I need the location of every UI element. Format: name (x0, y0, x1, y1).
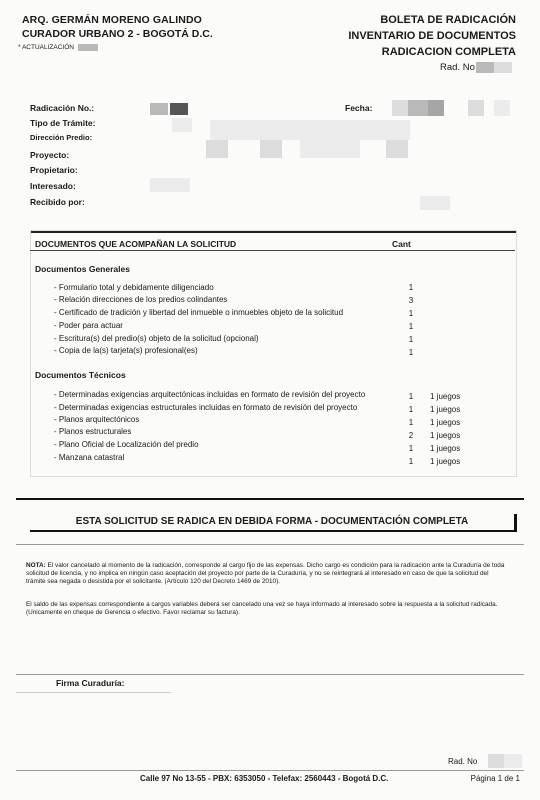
tecnico-item-qty: 1 (408, 418, 414, 427)
status-banner (30, 514, 517, 532)
redacted-rad-no-top-2 (494, 62, 512, 73)
curator-name: ARQ. GERMÁN MORENO GALINDO (22, 14, 202, 26)
redacted-proyecto-4 (386, 140, 408, 158)
redacted-fecha-5 (494, 100, 510, 116)
field-fecha-label: Fecha: (345, 103, 373, 113)
firma-curaduria-label: Firma Curaduría: (56, 678, 125, 688)
doc-title-radicacion: RADICACION COMPLETA (381, 46, 516, 58)
nota-lead: NOTA: (26, 562, 46, 569)
curator-office: CURADOR URBANO 2 - BOGOTÁ D.C. (22, 28, 213, 40)
tecnico-item-label: - Plano Oficial de Localización del predio (54, 440, 199, 449)
general-item-label: - Formulario total y debidamente diligenciado (54, 283, 214, 292)
field-direccion-label: Dirección Predio: (30, 133, 93, 142)
rad-no-label-top: Rad. No (440, 62, 475, 73)
tecnico-item-label: - Manzana catastral (54, 453, 125, 462)
redacted-fecha-2 (408, 100, 428, 116)
general-item-qty: 1 (408, 348, 414, 357)
nota-paragraph-1 (26, 562, 508, 587)
tecnico-item-unit: 1 juegos (430, 457, 461, 466)
general-item-label: - Copia de la(s) tarjeta(s) profesional(es) (54, 346, 198, 355)
section-documentos-tecnicos: Documentos Técnicos (35, 370, 126, 380)
redacted-proyecto-1 (206, 140, 228, 158)
section-documentos-generales: Documentos Generales (35, 264, 130, 274)
tecnico-item-qty: 1 (408, 392, 414, 401)
doc-title-inventario: INVENTARIO DE DOCUMENTOS (348, 30, 516, 42)
general-item-qty: 1 (408, 309, 414, 318)
footer-divider (16, 770, 524, 771)
redacted-radicacion-1 (150, 103, 168, 115)
general-item-label: - Relación direcciones de los predios colindantes (54, 295, 228, 304)
redacted-direccion (210, 120, 410, 140)
redacted-rad-no-top (476, 62, 494, 73)
signature-line (16, 692, 171, 693)
redacted-update-date (78, 44, 98, 51)
tecnico-item-qty: 2 (408, 431, 414, 440)
section-divider (16, 544, 524, 545)
general-item-qty: 1 (408, 335, 414, 344)
rad-no-label-bottom: Rad. No (448, 757, 478, 766)
status-banner-text: ESTA SOLICITUD SE RADICA EN DEBIDA FORMA - DOCUMENTACIÓN COMPLETA (75, 516, 469, 527)
tecnico-item-unit: 1 juegos (430, 431, 461, 440)
general-item-qty: 1 (408, 283, 414, 292)
tecnico-item-label: - Planos estructurales (54, 427, 132, 436)
field-interesado-label: Interesado: (30, 181, 76, 191)
redacted-proyecto-3 (300, 140, 360, 158)
documents-table-title: DOCUMENTOS QUE ACOMPAÑAN LA SOLICITUD (35, 239, 237, 249)
documents-cant-header: Cant (392, 239, 411, 249)
general-item-label: - Escritura(s) del predio(s) objeto de la solicitud (opcional) (54, 334, 259, 343)
tecnico-item-unit: 1 juegos (430, 405, 461, 414)
general-item-qty: 1 (408, 322, 414, 331)
redacted-radicacion-2 (170, 103, 188, 115)
field-recibido-label: Recibido por: (30, 197, 85, 207)
general-item-label: - Certificado de tradición y libertad del inmueble o inmuebles objeto de la solicitud (54, 308, 344, 317)
field-propietario-label: Propietario: (30, 165, 78, 175)
tecnico-item-unit: 1 juegos (430, 444, 461, 453)
footer-address: Calle 97 No 13-55 - PBX: 6353050 - Telefax: 2560443 - Bogotá D.C. (140, 774, 389, 783)
section-divider (16, 498, 524, 500)
nota-text-1: El valor cancelado al momento de la radicación, corresponde al cargo fijo de las expensas. Dicho cargo es condición para la radicación ante la Curaduría de toda solicitud de licencia, y no implica en ningún caso aceptación del proyecto por parte de la Curaduría, y no se reintegrará al interesado en caso de que la solicitud del trámite sea negada o desistida por el solicitante. (Artículo 120 del Decreto 1469 de 2010). (26, 562, 505, 586)
tecnico-item-qty: 1 (408, 457, 414, 466)
tecnico-item-label: - Planos arquitectónicos (54, 415, 140, 424)
tecnico-item-qty: 1 (408, 444, 414, 453)
tecnico-item-unit: 1 juegos (430, 392, 461, 401)
redacted-fecha-1 (392, 100, 408, 116)
redacted-recibido (420, 196, 450, 210)
field-proyecto-label: Proyecto: (30, 150, 70, 160)
redacted-rad-no-bottom-2 (504, 754, 522, 768)
update-label: * ACTUALIZACIÓN (18, 44, 74, 51)
redacted-interesado (150, 178, 190, 192)
field-radicacion-label: Radicación No.: (30, 103, 95, 113)
doc-title-boleta: BOLETA DE RADICACIÓN (380, 14, 516, 26)
tecnico-item-unit: 1 juegos (430, 418, 461, 427)
redacted-rad-no-bottom (488, 754, 504, 768)
tecnico-item-qty: 1 (408, 405, 414, 414)
section-divider (16, 674, 524, 675)
redacted-fecha-3 (428, 100, 444, 116)
general-item-label: - Poder para actuar (54, 321, 123, 330)
tecnico-item-label: - Determinadas exigencias estructurales incluidas en formato de revisión del proyecto (54, 403, 358, 412)
tecnico-item-label: - Determinadas exigencias arquitectónicas incluidas en formato de revisión del proyecto (54, 390, 366, 399)
redacted-proyecto-2 (260, 140, 282, 158)
general-item-qty: 3 (408, 296, 414, 305)
page-number: Página 1 de 1 (470, 774, 520, 783)
redacted-fecha-4 (468, 100, 484, 116)
nota-paragraph-2: El saldo de las expensas correspondiente a cargos variables deberá ser cancelado una vez se haya informado al interesado sobre la respuesta a la solicitud radicada.(Unicamente en cheque de Gerencia o efectivo. Favor reclamar su factura). (26, 601, 498, 617)
field-tipo-tramite-label: Tipo de Trámite: (30, 118, 96, 128)
redacted-tipo-tramite (172, 118, 192, 132)
documents-title-divider (30, 250, 515, 251)
